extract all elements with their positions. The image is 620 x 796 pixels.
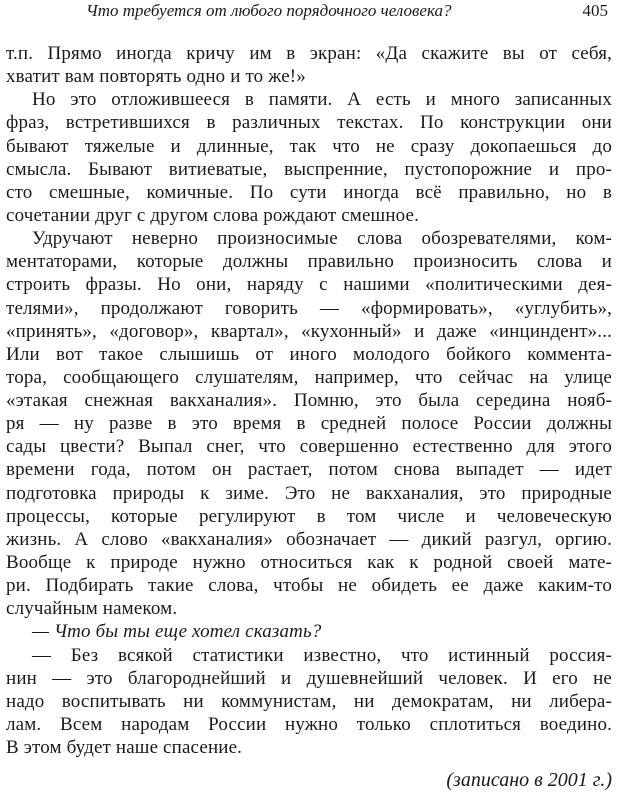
text-line: Вообще к природе нужно относиться как к родной своей мате- xyxy=(6,551,612,573)
text-line: строить фразы. Но они, наряду с нашими «политическими дея- xyxy=(6,274,612,296)
text-line: бывают тяжелые и длинные, так что не сразу докопаешься до xyxy=(6,135,612,157)
date-note: (записано в 2001 г.) xyxy=(446,769,612,791)
text-line: сто смешные, комичные. По сути иногда всё правильно, но в xyxy=(6,181,612,203)
text-line: фраз, встретившихся в различных текстах. По конструкции они xyxy=(6,112,612,134)
text-line: случайным намеком. xyxy=(6,598,178,620)
text-line: нин — это благороднейший и душевнейший человек. И его не xyxy=(6,667,612,689)
text-line: тора, сообщающего слушателям, например, что сейчас на улице xyxy=(6,366,612,388)
text-line: сады цвести? Выпал снег, что совершенно естественно для этого xyxy=(6,436,612,458)
dialogue-question: — Что бы ты еще хотел сказать? xyxy=(32,621,322,643)
text-line: времени года, потом он растает, потом снова выпадет — идет xyxy=(6,459,612,481)
text-line: подготовка природы к зиме. Это не вакханалия, это природные xyxy=(6,482,612,504)
text-line: ментаторами, которые должны правильно произносить слова и xyxy=(6,251,612,273)
text-line: надо воспитывать ни коммунистам, ни демократам, ни либера- xyxy=(6,690,612,712)
text-line: — Без всякой статистики известно, что истинный россия- xyxy=(32,644,612,666)
page-number: 405 xyxy=(582,1,608,20)
text-line: ря — ну разве в это время в средней полосе России должны xyxy=(6,413,612,435)
text-line: телями», продолжают говорить — «формировать», «углубить», xyxy=(6,297,612,319)
text-line: т.п. Прямо иногда кричу им в экран: «Да скажите вы от себя, xyxy=(6,43,612,64)
text-line: лам. Всем народам России нужно только сплотиться воедино. xyxy=(6,713,612,735)
text-line: Но это отложившееся в памяти. А есть и много записанных xyxy=(32,89,612,111)
text-line: смысла. Бывают витиеватые, выспренние, пустопорожние и про- xyxy=(6,158,612,180)
text-line: «принять», «договор», квартал», «кухонный» и даже «инциндент»... xyxy=(6,320,612,342)
text-line: «этакая снежная вакханалия». Помню, это была середина нояб- xyxy=(6,390,612,411)
text-line: Или вот такое слышишь от иного молодого бойкого коммента- xyxy=(6,343,612,365)
text-line: В этом будет наше спасение. xyxy=(6,737,243,758)
text-line: жизнь. А слово «вакханалия» обозначает — дикий разгул, оргию. xyxy=(6,528,612,550)
running-title: Что требуется от любого порядочного человека? xyxy=(86,1,452,20)
running-head xyxy=(6,0,612,22)
text-line: сочетании друг с другом слова рождают смешное. xyxy=(6,204,420,226)
text-line: хватит вам повторять одно и то же!» xyxy=(6,66,306,88)
text-line: ри. Подбирать такие слова, чтобы не обидеть ее даже каким-то xyxy=(6,575,612,597)
text-line: Удручают неверно произносимые слова обозревателями, ком- xyxy=(32,228,612,250)
text-line: процессы, которые регулируют в том числе и человеческую xyxy=(6,505,612,527)
